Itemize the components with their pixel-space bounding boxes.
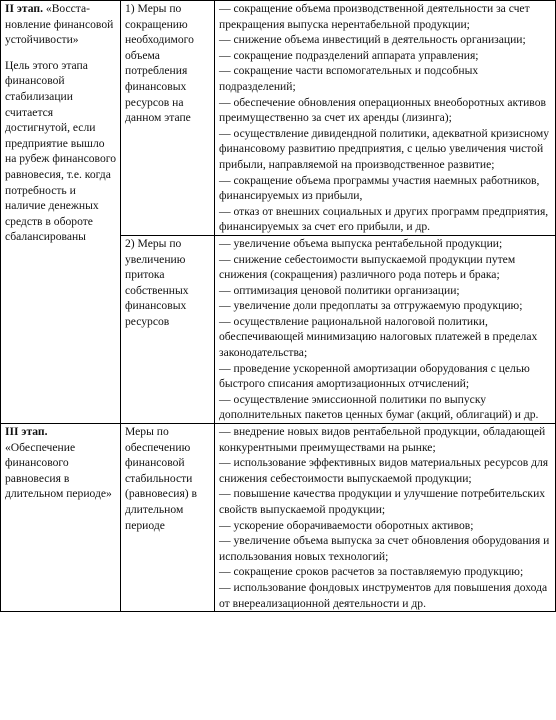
measure-cell — [121, 235, 215, 423]
list-item: — использование эффективных видов материальных ресурсов для снижения себестоимости выпускаемой продукции; — [219, 456, 549, 485]
measure-items-cell — [215, 1, 556, 236]
list-item: — сокращение сроков расчетов за поставляемую продукцию; — [219, 565, 524, 579]
list-item: — увеличение объема выпуска рентабельной продукции; — [219, 236, 503, 250]
list-item: — увеличение объема выпуска за счет обновления оборудования и использования новых технологий; — [219, 534, 550, 563]
stage-2-title-rest: «Восстановление финансовой устойчивости» — [5, 2, 114, 47]
list-item: — увеличение доли предоплаты за отгружаемую продукцию; — [219, 299, 523, 313]
measure-cell — [121, 424, 215, 612]
measure-items-cell — [215, 424, 556, 612]
list-item: — снижение себестоимости выпускаемой продукции путем снижения (сокращения) различного рода потерь и брака; — [219, 252, 516, 282]
stage-2-title — [5, 1, 116, 48]
stage-2-description: Цель этого этапа финансовой стабилизации считается достигнутой, если предприятие вышло на рубеж финансового равновесия, т.е. когда потребность и наличие денежных средств в обороте сбалансированы — [5, 58, 117, 244]
stage-3-cell — [1, 424, 121, 612]
measure-name: Меры по обеспечению финансовой стабильности (равновесия) в длительном периоде — [125, 425, 198, 532]
list-item: — отказ от внешних социальных и других программ предприятия, финансируемых за счет его прибыли, и др. — [219, 204, 549, 234]
list-item: — снижение объема инвестиций в деятельность организации; — [219, 33, 526, 47]
list-item: — осуществление эмиссионной политики по выпуску дополнительных пакетов ценных бумаг (акций, облигаций) и др. — [219, 392, 539, 422]
list-item: — сокращение части вспомогательных и подсобных подразделений; — [219, 64, 479, 93]
list-item: — осуществление дивидендной политики, адекватной кризисному финансовому развитию предприятия, с целью увеличения чистой прибыли, направляемой на производственное развитие; — [219, 126, 550, 171]
list-item: — осуществление рациональной налоговой политики, обеспечивающей минимизацию налоговых платежей в пределах законодательства; — [219, 314, 538, 360]
list-item: — проведение ускоренной амортизации оборудования с целью быстрого списания амортизационных отчислений; — [219, 361, 530, 391]
table-row — [1, 1, 556, 236]
stage-2-cell — [1, 1, 121, 424]
stage-3-title-rest: «Обеспечение финансового равновесия в длительном периоде» — [5, 440, 112, 501]
measure-cell — [121, 1, 215, 236]
measure-name: 2) Меры по увеличению притока собственных финансовых ресурсов — [125, 236, 189, 328]
list-item: — сокращение объема программы участия наемных работников, финансируемых из прибыли, — [219, 173, 540, 203]
measure-name: 1) Меры по сокращению необходимого объема потребления финансовых ресурсов на данном этапе — [125, 2, 194, 125]
list-item: — сокращение подразделений аппарата управления; — [219, 48, 479, 62]
list-item: — ускорение оборачиваемости оборотных активов; — [219, 518, 474, 532]
list-item: — использование фондовых инструментов для повышения дохода от внереализационной деятельности и др. — [219, 580, 548, 610]
list-item: — обеспечение обновления операционных внеоборотных активов преимущественно за счет их аренды (лизинга); — [219, 95, 546, 125]
stage-2-title-bold: II этап. — [5, 2, 43, 15]
stage-3-title — [5, 424, 116, 502]
measure-items-cell — [215, 235, 556, 423]
list-item: — внедрение новых видов рентабельной продукции, обладающей конкурентными преимуществами на рынке; — [219, 425, 546, 454]
table-row — [1, 424, 556, 612]
stage-3-title-bold: III этап. — [5, 425, 48, 439]
list-item: — повышение качества продукции и улучшение потребительских свойств выпускаемой продукции; — [219, 487, 546, 516]
list-item: — сокращение объема производственной деятельности за счет прекращения выпуска нерентабельной продукции; — [219, 2, 530, 31]
list-item: — оптимизация ценовой политики организации; — [219, 283, 460, 297]
